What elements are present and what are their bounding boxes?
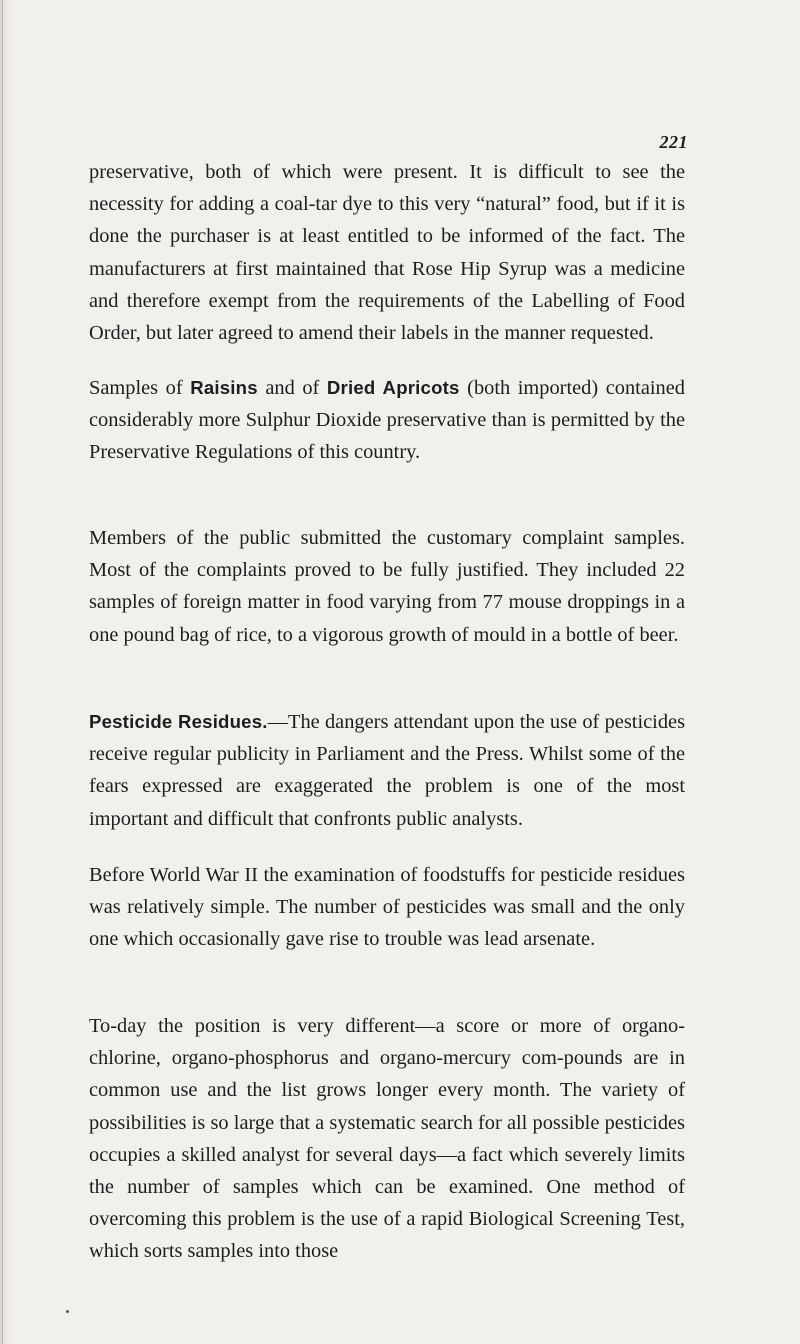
paragraph-pesticide-residues [89, 706, 685, 835]
page-binding-edge [0, 0, 14, 1344]
text-run: and of [257, 377, 327, 399]
paragraph-complaint-samples: Members of the public submitted the customary complaint samples. Most of the complaints proved to be fully justified. They included 22 samples of foreign matter in food varying from 77 mouse droppings in a one pound bag of rice, to a vigorous growth of mould in a bottle of beer. [89, 527, 685, 646]
page-speck [66, 1310, 69, 1313]
binding-line [2, 0, 3, 1344]
text-run: —The dangers attendant upon the use of pesticides receive regular publicity in Parliament and the Press. Whilst some of the fears expressed are exaggerated the problem is one of the most important and difficult that confronts public analysts. [89, 711, 686, 830]
paragraph-rose-hip-syrup: preservative, both of which were present. It is difficult to see the necessity for adding a coal-tar dye to this very “natural” food, but if it is done the purchaser is at least entitled to be informed of the fact. The manufacturers at first maintained that Rose Hip Syrup was a medicine and therefore exempt from the requirements of the Labelling of Food Order, but later agreed to amend their labels in the manner requested. [89, 161, 685, 345]
paragraph-to-day-position: To-day the position is very different—a score or more of organo-chlorine, organo-phosphorus and organo-mercury com-pounds are in common use and the list grows longer every month. The variety of possibilities is so large that a systematic search for all possible pesticides occupies a skilled analyst for several days—a fact which severely limits the number of samples which can be examined. One method of overcoming this problem is the use of a rapid Biological Screening Test, which sorts samples into those [89, 1015, 685, 1263]
paragraph-before-world-war: Before World War II the examination of foodstuffs for pesticide residues was relatively simple. The number of pesticides was small and the only one which occasionally gave rise to trouble was lead arsenate. [89, 864, 685, 951]
text-run: (both imported) contained considerably more Sulphur Dioxide preservative than is permitted by the Preservative Regulations of this country. [89, 377, 685, 464]
term-dried-apricots: Dried Apricots [326, 377, 460, 398]
page-number: 221 [659, 132, 688, 152]
term-raisins: Raisins [190, 377, 258, 398]
paragraph-raisins-apricots [89, 372, 685, 469]
section-heading-pesticide-residues: Pesticide Residues. [89, 711, 268, 732]
text-run: Samples of [89, 377, 191, 399]
